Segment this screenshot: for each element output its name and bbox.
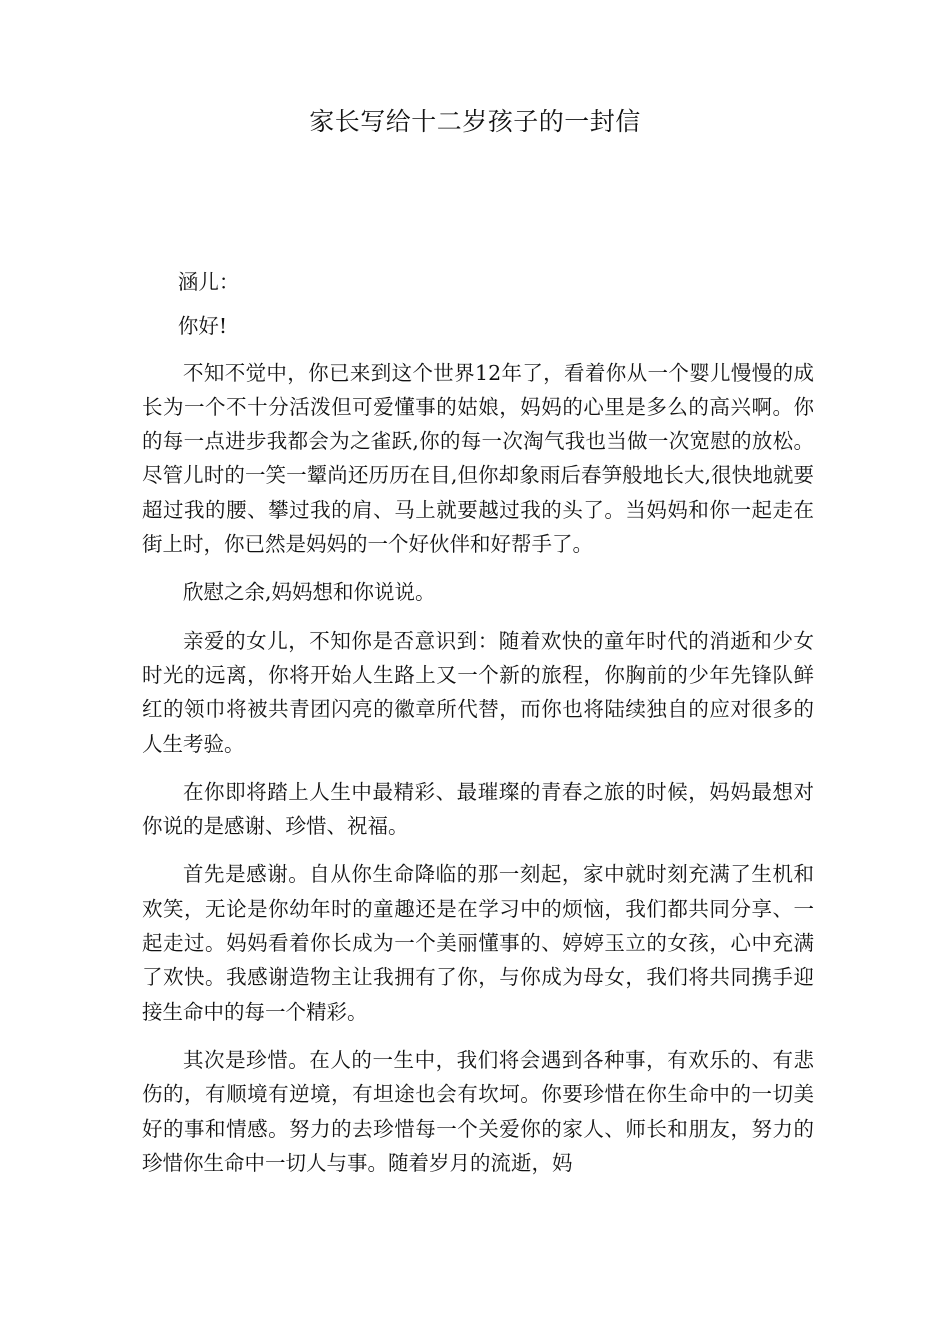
greeting: 你好! <box>177 314 228 339</box>
letter-body <box>142 265 814 1194</box>
letter-title: 家长写给十二岁孩子的一封信 <box>309 107 641 136</box>
paragraph-6: 其次是珍惜。在人的一生中，我们将会遇到各种事，有欢乐的、有悲伤的，有顺境有逆境，有坦途也会有坎坷。你要珍惜在你生命中的一切美好的事和情感。努力的去珍惜每一个关爱你的家人、师长和朋友，努力的珍惜你生命中一切人与事。随着岁月的流逝，妈 <box>142 1047 814 1175</box>
paragraph-4: 在你即将踏上人生中最精彩、最璀璨的青春之旅的时候，妈妈最想对你说的是感谢、珍惜、祝福。 <box>142 779 814 839</box>
paragraph-1: 不知不觉中，你已来到这个世界12年了，看着你从一个婴儿慢慢的成长为一个不十分活泼但可爱懂事的姑娘，妈妈的心里是多么的高兴啊。你的每一点进步我都会为之雀跃,你的每一次淘气我也当做一次宽慰的放松。尽管儿时的一笑一颦尚还历历在目,但你却象雨后春笋般地长大,很快地就要超过我的腰、攀过我的肩、马上就要越过我的头了。当妈妈和你一起走在街上时，你已然是妈妈的一个好伙伴和好帮手了。 <box>142 360 814 557</box>
paragraph-3: 亲爱的女儿，不知你是否意识到：随着欢快的童年时代的消逝和少女时光的远离，你将开始人生路上又一个新的旅程，你胸前的少年先锋队鲜红的领巾将被共青团闪亮的徽章所代替，而你也将陆续独自的应对很多的人生考验。 <box>142 628 814 756</box>
paragraph-2: 欣慰之余,妈妈想和你说说。 <box>183 580 436 605</box>
paragraph-5: 首先是感谢。自从你生命降临的那一刻起，家中就时刻充满了生机和欢笑，无论是你幼年时的童趣还是在学习中的烦恼，我们都共同分享、一起走过。妈妈看着你长成为一个美丽懂事的、婷婷玉立的女孩，心中充满了欢快。我感谢造物主让我拥有了你，与你成为母女，我们将共同携手迎接生命中的每一个精彩。 <box>142 862 814 1024</box>
salutation: 涵儿： <box>177 270 240 294</box>
